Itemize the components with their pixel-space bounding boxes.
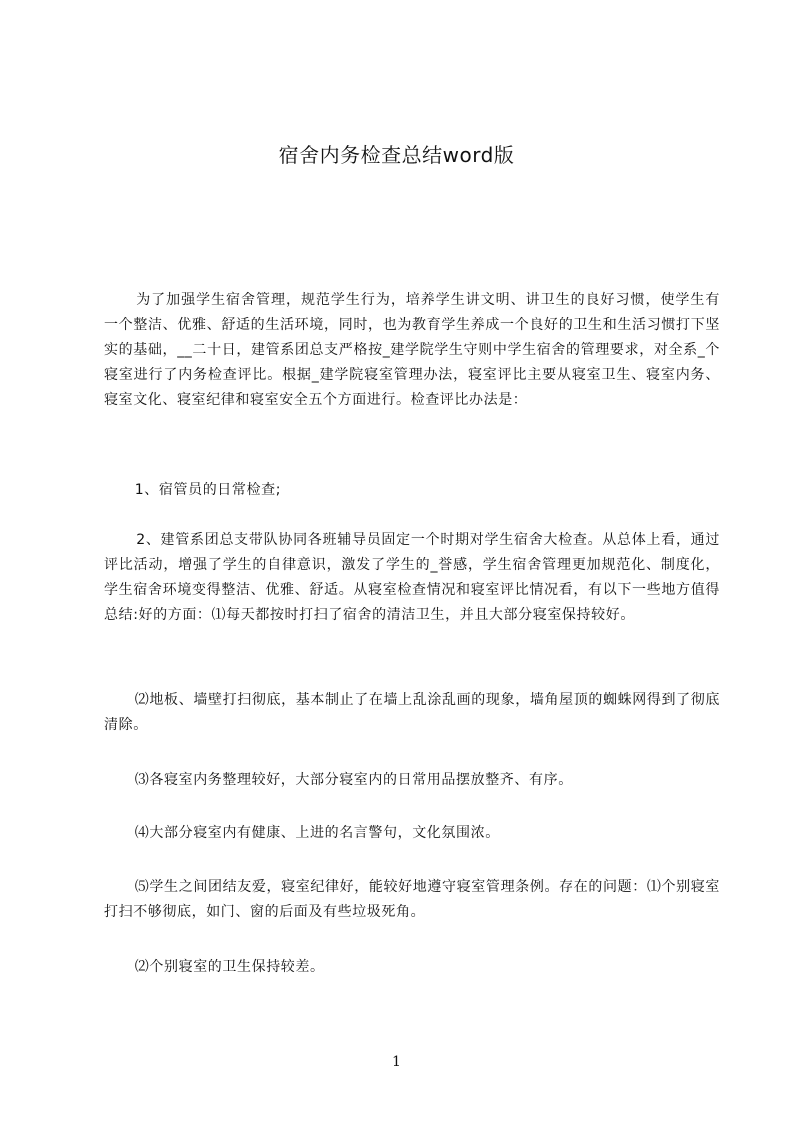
paragraph-problem-2: ⑵个别寝室的卫生保持较差。 <box>134 959 325 975</box>
paragraph-point-4: ⑷大部分寝室内有健康、上进的名言警句，文化氛围浓。 <box>134 825 500 841</box>
paragraph-intro: 为了加强学生宿舍管理，规范学生行为，培养学生讲文明、讲卫生的良好习惯，使学生有一个整洁、优雅、舒适的生活环境，同时，也为教育学生养成一个良好的卫生和生活习惯打下坚实的基础，__二十日，建管系团总支严格按_建学院学生守则中学生宿舍的管理要求，对全系_个寝室进行了内务检查评比。根据_建学院寝室管理办法，寝室评比主要从寝室卫生、寝室内务、寝室文化、寝室纪律和寝室安全五个方面进行。检查评比办法是： <box>104 292 720 408</box>
paragraph-point-5: ⑸学生之间团结友爱，寝室纪律好，能较好地遵守寝室管理条例。存在的问题：⑴个别寝室打扫不够彻底，如门、窗的后面及有些垃圾死角。 <box>104 879 720 920</box>
page-number: 1 <box>392 1054 401 1070</box>
paragraph-point-3: ⑶各寝室内务整理较好，大部分寝室内的日常用品摆放整齐、有序。 <box>134 772 573 788</box>
paragraph-item-1: 1、宿管员的日常检查; <box>134 482 282 498</box>
paragraph-item-2: 2、建管系团总支带队协同各班辅导员固定一个时期对学生宿舍大检查。从总体上看，通过评比活动，增强了学生的自律意识，激发了学生的_誉感，学生宿舍管理更加规范化、制度化，学生宿舍环境变得整洁、优雅、舒适。从寝室检查情况和寝室评比情况看，有以下一些地方值得总结:好的方面：⑴每天都按时打扫了宿舍的清洁卫生，并且大部分寝室保持较好。 <box>104 532 720 623</box>
paragraph-point-2: ⑵地板、墙壁打扫彻底，基本制止了在墙上乱涂乱画的现象，墙角屋顶的蜘蛛网得到了彻底清除。 <box>104 692 720 733</box>
document-title: 宿舍内务检查总结word版 <box>278 143 515 167</box>
